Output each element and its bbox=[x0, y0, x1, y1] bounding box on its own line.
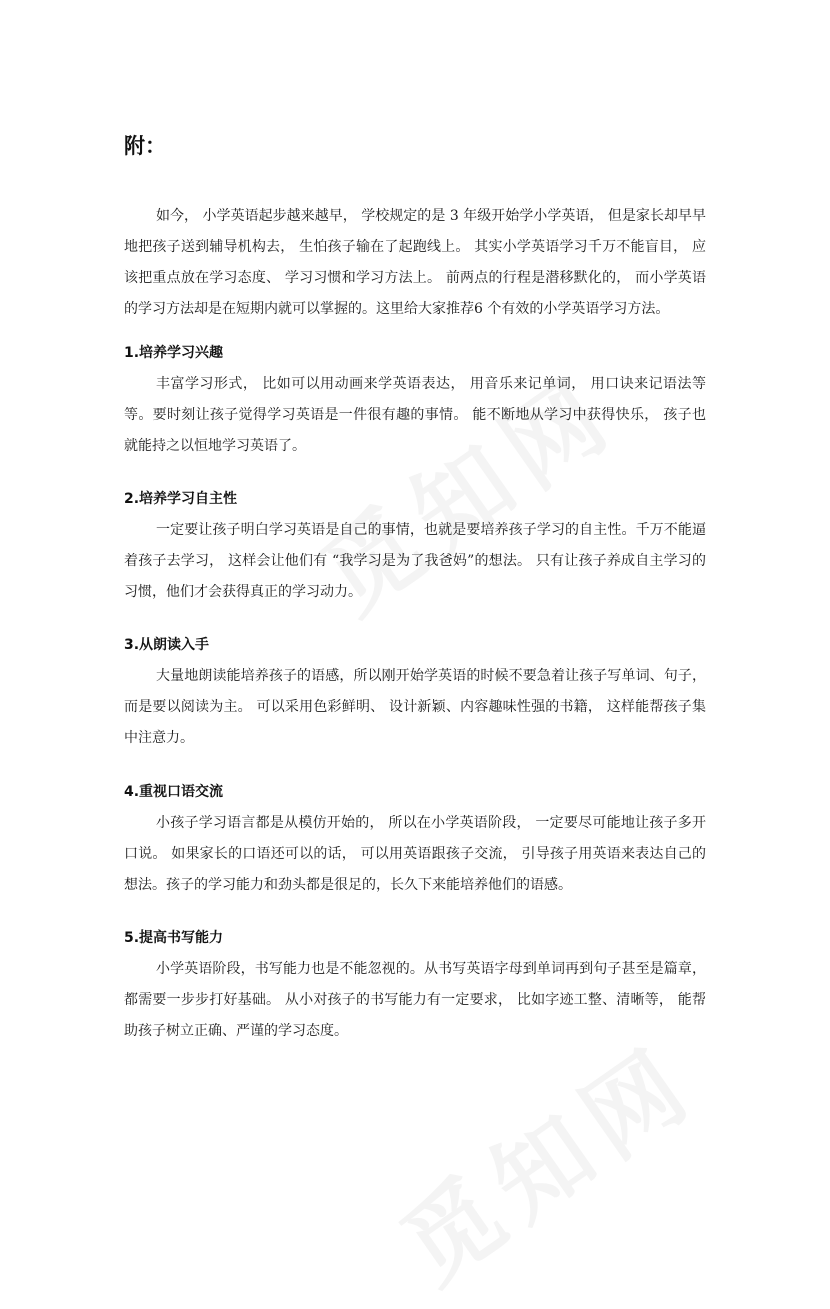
section-body: 一定要让孩子明白学习英语是自己的事情，也就是要培养孩子学习的自主性。千万不能逼着孩子去学习， 这样会让他们有 “我学习是为了我爸妈”的想法。 只有让孩子养成自主学习的习惯，他们才会获得真正的学习动力。 bbox=[124, 522, 706, 600]
section-5 bbox=[124, 928, 706, 1047]
watermark-bottom bbox=[371, 1008, 720, 1309]
section-body: 大量地朗读能培养孩子的语感，所以刚开始学英语的时候不要急着让孩子写单词、句子，而是要以阅读为主。 可以采用色彩鲜明、 设计新颖、内容趣味性强的书籍， 这样能帮孩子集中注意力。 bbox=[124, 668, 706, 746]
section-3 bbox=[124, 635, 706, 754]
section-4 bbox=[124, 782, 706, 901]
intro-paragraph: 如今， 小学英语起步越来越早， 学校规定的是 3 年级开始学小学英语， 但是家长却早早地把孩子送到辅导机构去， 生怕孩子输在了起跑线上。 其实小学英语学习千万不能盲目， 应该把重点放在学习态度、 学习习惯和学习方法上。 前两点的行程是潜移默化的， 而小学英语的学习方法却是在短期内就可以掌握的。这里给大家推荐6 个有效的小学英语学习方法。 bbox=[124, 208, 706, 317]
page-title: 附： bbox=[124, 134, 166, 158]
section-1 bbox=[124, 343, 706, 462]
section-body: 小学英语阶段，书写能力也是不能忽视的。从书写英语字母到单词再到句子甚至是篇章，都需要一步步打好基础。 从小对孩子的书写能力有一定要求， 比如字迹工整、清晰等， 能帮助孩子树立正确、严谨的学习态度。 bbox=[124, 961, 706, 1039]
section-heading: 3.从朗读入手 bbox=[124, 637, 210, 653]
section-body: 小孩子学习语言都是从模仿开始的， 所以在小学英语阶段， 一定要尽可能地让孩子多开口说。 如果家长的口语还可以的话， 可以用英语跟孩子交流， 引导孩子用英语来表达自己的想法。孩子的学习能力和劲头都是很足的，长久下来能培养他们的语感。 bbox=[124, 815, 706, 893]
section-body: 丰富学习形式， 比如可以用动画来学英语表达， 用音乐来记单词， 用口诀来记语法等等。要时刻让孩子觉得学习英语是一件很有趣的事情。 能不断地从学习中获得快乐， 孩子也就能持之以恒地学习英语了。 bbox=[124, 376, 706, 454]
section-heading: 2.培养学习自主性 bbox=[124, 491, 238, 507]
section-2 bbox=[124, 489, 706, 608]
section-heading: 5.提高书写能力 bbox=[124, 930, 224, 946]
section-heading: 1.培养学习兴趣 bbox=[124, 345, 224, 361]
section-heading: 4.重视口语交流 bbox=[124, 784, 224, 800]
